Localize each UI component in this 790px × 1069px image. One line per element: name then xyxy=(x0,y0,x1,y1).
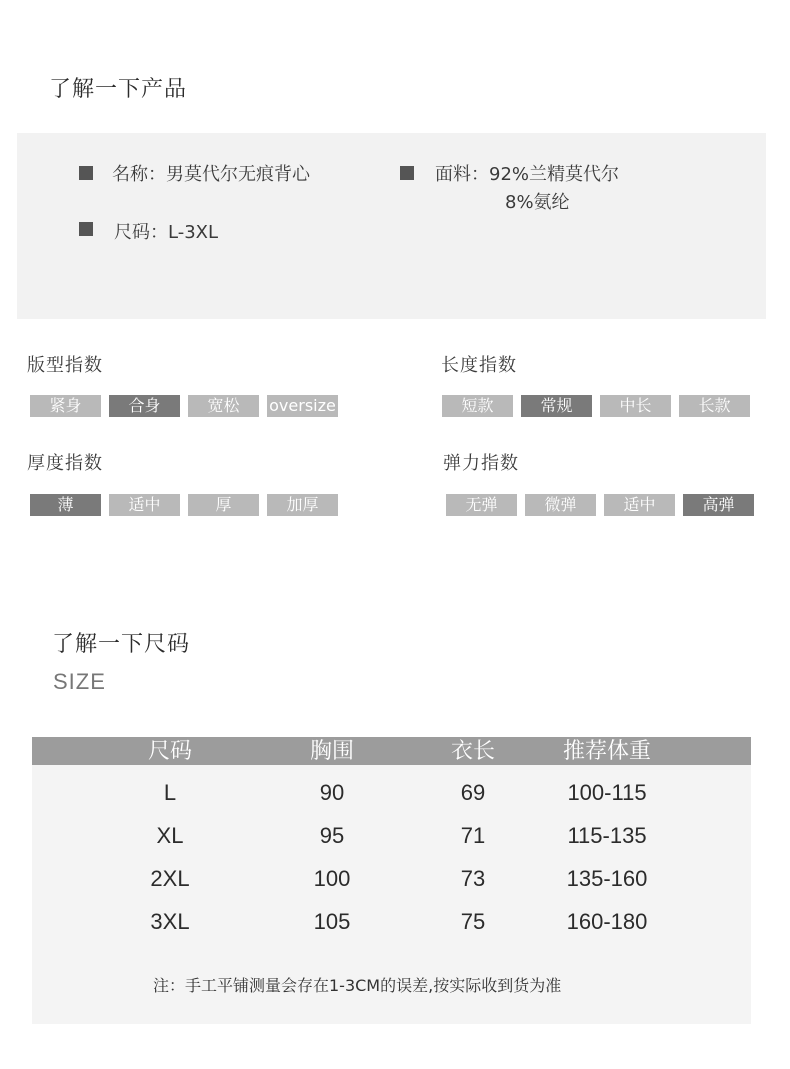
bullet-square-icon xyxy=(400,166,414,180)
length-chip-selected: 常规 xyxy=(521,395,592,417)
cell-weight: 135-160 xyxy=(566,866,648,891)
cell-chest: 105 xyxy=(313,909,351,934)
product-fabric: 面料：92%兰精莫代尔 xyxy=(435,164,620,185)
thickness-chip-selected: 薄 xyxy=(30,494,101,516)
length-chip: 短款 xyxy=(442,395,513,417)
measurement-note: 注：手工平铺测量会存在1-3CM的误差,按实际收到货为准 xyxy=(153,976,562,995)
product-name: 名称：男莫代尔无痕背心 xyxy=(112,164,310,185)
elasticity-chip: 微弹 xyxy=(525,494,596,516)
thickness-chip: 加厚 xyxy=(267,494,338,516)
size-heading: 了解一下尺码 xyxy=(52,632,191,657)
length-index-title: 长度指数 xyxy=(441,355,517,376)
fit-index-chips xyxy=(30,395,338,417)
cell-weight: 115-135 xyxy=(567,823,647,848)
cell-chest: 100 xyxy=(313,866,351,891)
cell-length: 71 xyxy=(460,823,486,848)
product-heading: 了解一下产品 xyxy=(49,77,188,102)
elasticity-index-chips xyxy=(446,494,754,516)
product-info-panel xyxy=(17,133,766,319)
product-size-range: 尺码：L-3XL xyxy=(114,222,219,243)
bullet-square-icon xyxy=(79,222,93,236)
cell-length: 73 xyxy=(460,866,486,891)
size-table-header xyxy=(32,737,751,765)
length-index-chips xyxy=(442,395,750,417)
fit-chip: 紧身 xyxy=(30,395,101,417)
product-fabric-secondary: 8%氨纶 xyxy=(505,192,570,213)
cell-size: 2XL xyxy=(150,866,190,891)
cell-size: XL xyxy=(156,823,184,848)
fit-chip: 宽松 xyxy=(188,395,259,417)
column-header-chest: 胸围 xyxy=(309,739,355,764)
column-header-length: 衣长 xyxy=(450,739,496,764)
thickness-index-chips xyxy=(30,494,338,516)
fit-chip: oversize xyxy=(267,395,338,417)
column-header-size: 尺码 xyxy=(147,739,193,764)
elasticity-chip: 适中 xyxy=(604,494,675,516)
cell-length: 75 xyxy=(460,909,486,934)
cell-chest: 90 xyxy=(319,780,345,805)
cell-size: L xyxy=(163,780,177,805)
thickness-chip: 厚 xyxy=(188,494,259,516)
size-subheading: SIZE xyxy=(53,669,106,694)
cell-chest: 95 xyxy=(319,823,345,848)
bullet-square-icon xyxy=(79,166,93,180)
elasticity-chip-selected: 高弹 xyxy=(683,494,754,516)
cell-size: 3XL xyxy=(150,909,190,934)
cell-weight: 100-115 xyxy=(567,780,647,805)
fit-chip-selected: 合身 xyxy=(109,395,180,417)
thickness-chip: 适中 xyxy=(109,494,180,516)
cell-length: 69 xyxy=(460,780,486,805)
thickness-index-title: 厚度指数 xyxy=(27,453,103,474)
elasticity-index-title: 弹力指数 xyxy=(443,453,519,474)
length-chip: 中长 xyxy=(600,395,671,417)
length-chip: 长款 xyxy=(679,395,750,417)
elasticity-chip: 无弹 xyxy=(446,494,517,516)
cell-weight: 160-180 xyxy=(566,909,648,934)
column-header-weight: 推荐体重 xyxy=(562,739,652,764)
fit-index-title: 版型指数 xyxy=(27,355,103,376)
size-table xyxy=(32,737,751,1024)
